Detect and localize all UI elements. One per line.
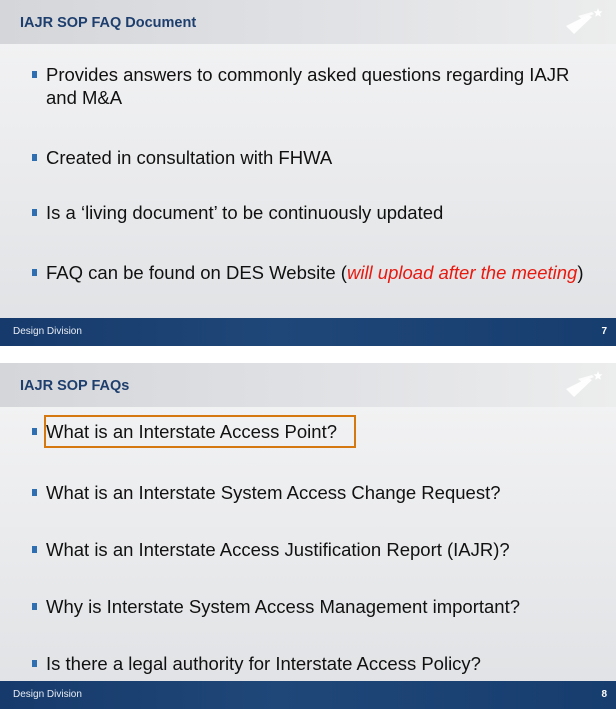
bullet-marker	[32, 660, 37, 667]
bullet-marker	[32, 154, 37, 161]
bullet-marker	[32, 209, 37, 216]
bullet-marker	[32, 489, 37, 496]
bullet-text: What is an Interstate System Access Change Request?	[46, 482, 501, 503]
bullet-text	[32, 261, 592, 284]
slide-8	[0, 363, 616, 709]
bullet-marker	[32, 603, 37, 610]
bullet-text: Is a ‘living document’ to be continuously updated	[46, 202, 444, 223]
bullet-text-after: )	[577, 262, 584, 283]
list-item	[32, 652, 592, 675]
bullet-marker	[32, 546, 37, 553]
bullet-text: Why is Interstate System Access Management important?	[46, 596, 520, 617]
list-item	[32, 595, 592, 618]
bullet-text: What is an Interstate Access Justification Report (IAJR)?	[46, 539, 510, 560]
page-number: 7	[601, 326, 607, 337]
slide-title: IAJR SOP FAQ Document	[20, 15, 197, 31]
slide-header	[0, 363, 616, 407]
list-item	[32, 63, 592, 109]
emphasis-text: will upload after the meeting	[346, 262, 578, 283]
slide-7	[0, 0, 616, 346]
bullet-marker	[32, 269, 37, 276]
slide-footer	[0, 318, 616, 346]
list-item	[32, 146, 592, 169]
bullet-text: What is an Interstate Access Point?	[46, 421, 338, 442]
logo-icon	[562, 369, 606, 399]
page-number: 8	[601, 689, 607, 700]
footer-label: Design Division	[13, 689, 82, 700]
bullet-marker	[32, 71, 37, 78]
bullet-text-before: FAQ can be found on DES Website (	[46, 262, 347, 283]
logo-icon	[562, 6, 606, 36]
slide-title: IAJR SOP FAQs	[20, 378, 130, 394]
list-item	[32, 261, 592, 284]
list-item[interactable]	[32, 420, 592, 443]
list-item	[32, 201, 592, 224]
footer-label: Design Division	[13, 326, 82, 337]
bullet-text: Created in consultation with FHWA	[46, 147, 333, 168]
list-item	[32, 538, 592, 561]
slide-header	[0, 0, 616, 44]
bullet-marker	[32, 428, 37, 435]
bullet-text: Provides answers to commonly asked questions regarding IAJR and M&A	[46, 64, 570, 108]
bullet-text: Is there a legal authority for Interstate Access Policy?	[46, 653, 481, 674]
list-item	[32, 481, 592, 504]
slide-footer	[0, 681, 616, 709]
